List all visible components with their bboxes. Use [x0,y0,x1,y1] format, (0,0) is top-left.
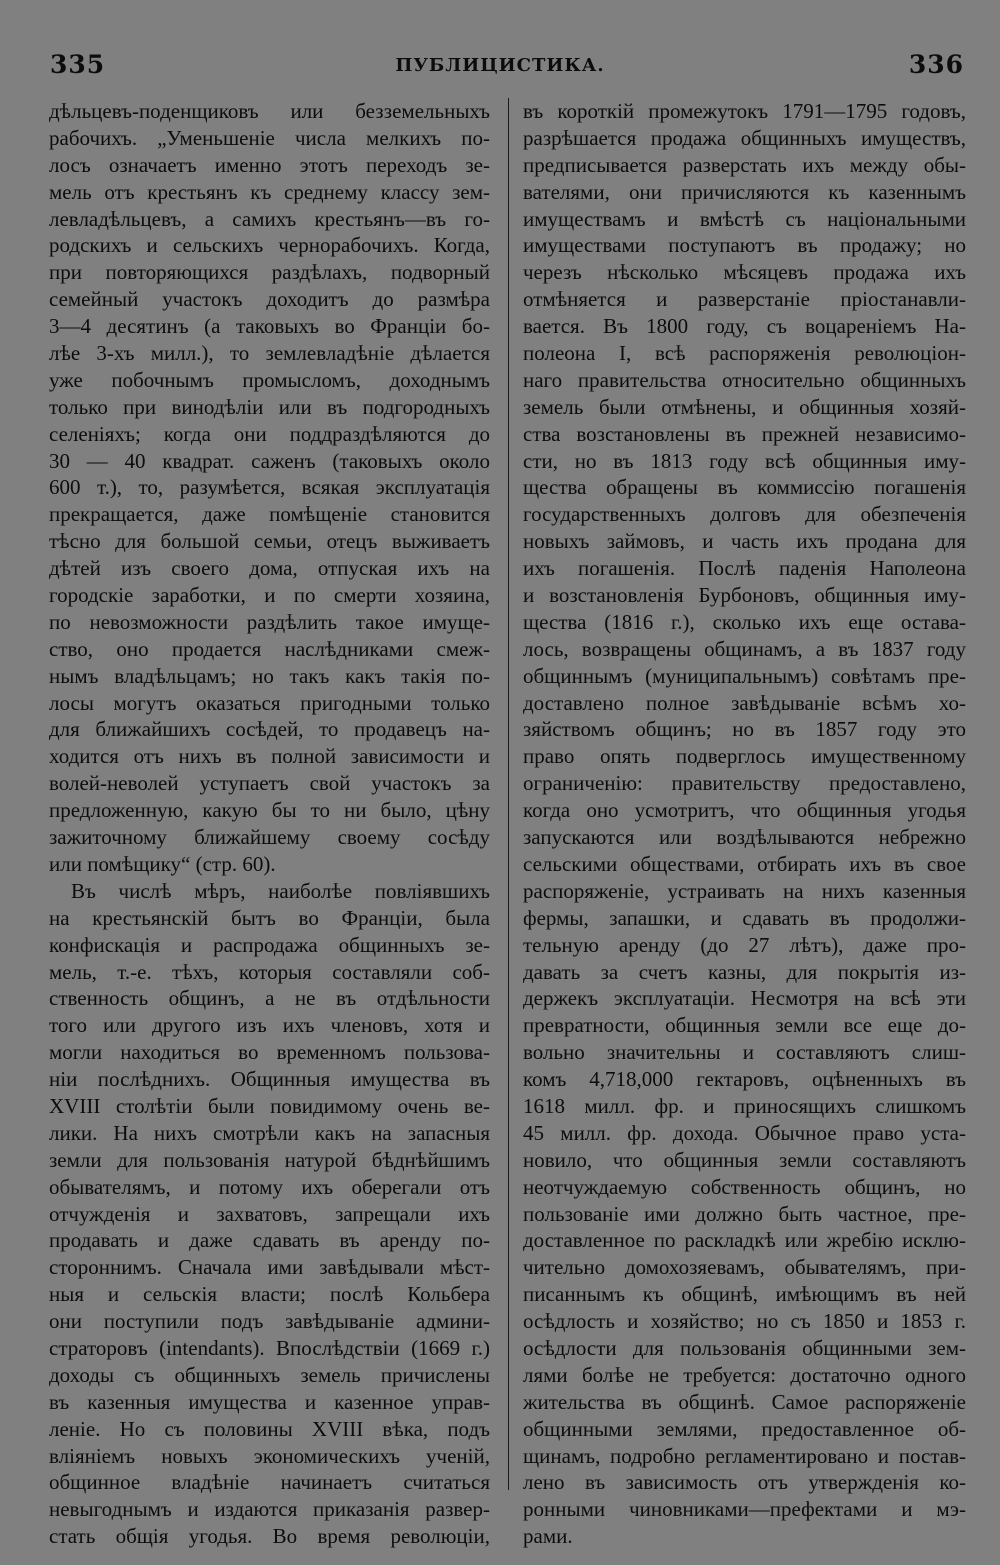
text-line: предписывается разверстать ихъ между обы- [523,152,966,177]
text-line: пользованіе ими должно быть частное, пре- [523,1201,966,1226]
column-divider [508,98,509,1490]
text-line: доставлено полное завѣдываніе всѣмъ хо- [523,690,966,715]
text-line: щества (1816 г.), сколько ихъ еще остава- [523,609,966,634]
text-line: ограниченію: правительству предоставлено, [523,771,966,796]
text-line: жительства въ общинѣ. Самое распоряженіе [523,1389,966,1414]
text-line: уже побочнымъ промысломъ, доходнымъ [49,367,490,392]
text-line: комъ 4,718,000 гектаровъ, оцѣненныхъ въ [523,1067,966,1092]
page-number-right: 336 [908,50,964,79]
text-line: лосы могутъ оказаться пригодными только [49,690,490,715]
text-line: левладѣльцевъ, а самихъ крестьянъ—въ го- [49,206,490,231]
text-line: Въ числѣ мѣръ, наиболѣе повліявшихъ [71,878,490,903]
text-line: фермы, запашки, и сдавать въ продолжи- [523,905,966,930]
text-line: мель, т.-е. тѣхъ, которыя составляли соб- [49,959,490,984]
text-line: общинное владѣніе начинаетъ считаться [49,1470,490,1495]
text-line: 3—4 десятинъ (а таковыхъ во Франціи бо- [49,314,490,339]
text-line: дѣтей изъ своего дома, отпуская ихъ на [49,556,490,581]
text-line: для ближайшихъ сосѣдей, то продавецъ на- [49,717,490,742]
text-line: земель были отмѣнены, и общинныя хозяй- [523,394,966,419]
text-line: лось, возвращены общинамъ, а въ 1837 году [523,636,966,661]
text-line: продавать и даже сдавать въ аренду по- [49,1228,490,1253]
text-line: ихъ погашенія. Послѣ паденія Наполеона [523,556,966,581]
page-number-left: 335 [50,50,106,79]
text-line: могли находиться во временномъ пользова- [49,1040,490,1065]
text-line: ходится отъ нихъ въ полной зависимости и [49,744,490,769]
text-line: земли для пользованія натурой бѣднѣйшимъ [49,1147,490,1172]
text-line: лѣе 3-хъ милл.), то землевладѣніе дѣлается [49,341,490,366]
text-line: право опять подверглось имущественному [523,744,966,769]
text-line: государственныхъ долговъ для обезпеченія [523,502,966,527]
text-line: семейный участокъ доходитъ до размѣра [49,287,490,312]
text-line: неотчуждаемую собственность общинъ, но [523,1174,966,1199]
text-line: по невозможности раздѣлить такое имуще- [49,609,490,634]
text-line: 45 милл. фр. дохода. Обычное право уста- [523,1120,966,1145]
text-line: мель отъ крестьянъ къ среднему классу зем- [49,179,490,204]
text-line: полеона I, всѣ распоряженія революціон- [523,341,966,366]
text-line: родскихъ и сельскихъ чернорабочихъ. Когда, [49,233,490,258]
text-line: стать общія угодья. Во время революціи, [49,1524,490,1549]
text-line: предложенную, какую бы то ни было, цѣну [49,798,490,823]
text-line: лено въ зависимость отъ утвержденія ко- [523,1470,966,1495]
text-line: нымъ владѣльцамъ; но такъ какъ такія по- [49,663,490,688]
text-line: рабочихъ. „Уменьшеніе числа мелкихъ по- [49,125,490,150]
running-title: ПУБЛИЦИСТИКА. [395,55,605,76]
text-line: черезъ нѣсколько мѣсяцевъ продажа ихъ [523,260,966,285]
text-line: ніи послѣднихъ. Общинныя имущества въ [49,1067,490,1092]
text-line: 30 — 40 квадрат. саженъ (таковыхъ около [49,448,490,473]
text-line: зажиточному ближайшему своему сосѣду [49,825,490,850]
text-line: обывателямъ, и потому ихъ оберегали отъ [49,1174,490,1199]
text-line: дѣльцевъ-поденщиковъ или безземельныхъ [49,99,490,123]
text-line: прекращается, даже помѣщеніе становится [49,502,490,527]
text-line: стороннимъ. Сначала ими завѣдывали мѣст- [49,1255,490,1280]
text-line: общинными землями, предоставленное об- [523,1416,966,1441]
text-line: въ казенныя имущества и казенное управ- [49,1389,490,1414]
text-line: городскіе заработки, и по смерти хозяина, [49,583,490,608]
text-line: ныя и сельскія власти; послѣ Кольбера [49,1282,490,1307]
text-line: того или другого изъ ихъ членовъ, хотя и [49,1013,490,1038]
text-line: леніе. Но съ половины XVIII вѣка, подъ [49,1416,490,1441]
right-column [523,98,966,1550]
text-line: рами. [523,1524,573,1549]
text-line: щества обращены въ коммиссію погашенія [523,475,966,500]
text-line: тѣсно для большой семьи, отецъ выживаетъ [49,529,490,554]
text-line: наго правительства относительно общинныхъ [523,367,966,392]
text-line: отмѣняется и разверстаніе пріостанавли- [523,287,966,312]
text-line: доставленное по раскладкѣ или жребію исклю- [523,1228,966,1253]
text-line: писаннымъ къ общинѣ, имѣющимъ въ ней [523,1282,966,1307]
text-line: вателями, они причисляются къ казеннымъ [523,179,966,204]
text-line: осѣдлость и хозяйство; но съ 1850 и 1853 г. [523,1309,966,1334]
text-line: сти, но въ 1813 году всѣ общинныя иму- [523,448,966,473]
text-line: конфискація и распродажа общинныхъ зе- [49,932,490,957]
text-line: общиннымъ (муниципальнымъ) совѣтамъ пре- [523,663,966,688]
text-line: 600 т.), то, разумѣется, всякая эксплуатація [49,475,490,500]
text-line: запускаются или воздѣлываются небрежно [523,825,966,850]
text-line: волей-неволей уступаетъ свой участокъ за [49,771,490,796]
text-line: только при винодѣліи или въ подгородныхъ [49,394,490,419]
text-line: имуществамъ и вмѣстѣ съ національными [523,206,966,231]
text-line: превратности, общинныя земли все еще до- [523,1013,966,1038]
text-line: сельскими обществами, отбирать ихъ въ свое [523,851,966,876]
text-line: имуществами поступаютъ въ продажу; но [523,233,966,258]
text-line: при повторяющихся раздѣлахъ, подворный [49,260,490,285]
text-line: лями болѣе не требуется: достаточно одного [523,1362,966,1387]
text-line: вольно значительны и составляютъ слиш- [523,1040,966,1065]
text-line: они поступили подъ завѣдываніе админи- [49,1309,490,1334]
text-line: селеніяхъ; когда они поддраздѣляются до [49,421,490,446]
text-line: на крестьянскій бытъ во Франціи, была [49,905,490,930]
page-header [0,50,1000,86]
text-line: XVIII столѣтіи были повидимому очень ве- [49,1093,490,1118]
text-line: страторовъ (intendants). Впослѣдствіи (1669 г.) [49,1335,490,1360]
text-line: новыхъ займовъ, и часть ихъ продана для [523,529,966,554]
left-column [49,98,490,1550]
text-line: тельную аренду (до 27 лѣтъ), даже про- [523,932,966,957]
text-line: ства возстановлены въ прежней независимо- [523,421,966,446]
text-line: вліяніемъ новыхъ экономическихъ ученій, [49,1443,490,1468]
text-line: невыгоднымъ и издаются приказанія развер- [49,1497,490,1522]
text-line: лосъ означаетъ именно этотъ переходъ зе- [49,152,490,177]
text-line: когда оно усмотритъ, что общинныя угодья [523,798,966,823]
text-line: чительно домохозяевамъ, обывателямъ, при- [523,1255,966,1280]
text-line: новило, что общинныя земли составляютъ [523,1147,966,1172]
text-line: и возстановленія Бурбоновъ, общинныя иму- [523,583,966,608]
text-line: или помѣщику“ (стр. 60). [49,851,276,876]
text-line: 1618 милл. фр. и приносящихъ слишкомъ [523,1093,966,1118]
text-line: лики. На нихъ смотрѣли какъ на запасныя [49,1120,490,1145]
text-line: щинамъ, подробно регламентировано и постав- [523,1443,966,1468]
text-line: давать за счетъ казны, для покрытія из- [523,959,966,984]
text-line: въ короткій промежутокъ 1791—1795 годовъ, [523,99,966,123]
text-line: распоряженіе, устраивать на нихъ казенныя [523,878,966,903]
text-line: ронными чиновниками—префектами и мэ- [523,1497,966,1522]
text-line: разрѣшается продажа общинныхъ имуществъ, [523,125,966,150]
text-line: осѣдлости для пользованія общинными зем- [523,1335,966,1360]
text-line: доходы съ общинныхъ земель причислены [49,1362,490,1387]
text-line: зяйствомъ общинъ; но въ 1857 году это [523,717,966,742]
text-line: ство, оно продается наслѣдниками смеж- [49,636,490,661]
text-line: ственность общинъ, а не въ отдѣльности [49,986,490,1011]
text-line: отчужденія и захватовъ, запрещали ихъ [49,1201,490,1226]
text-line: держекъ эксплуатаціи. Несмотря на всѣ эти [523,986,966,1011]
text-line: вается. Въ 1800 году, съ воцареніемъ На- [523,314,966,339]
